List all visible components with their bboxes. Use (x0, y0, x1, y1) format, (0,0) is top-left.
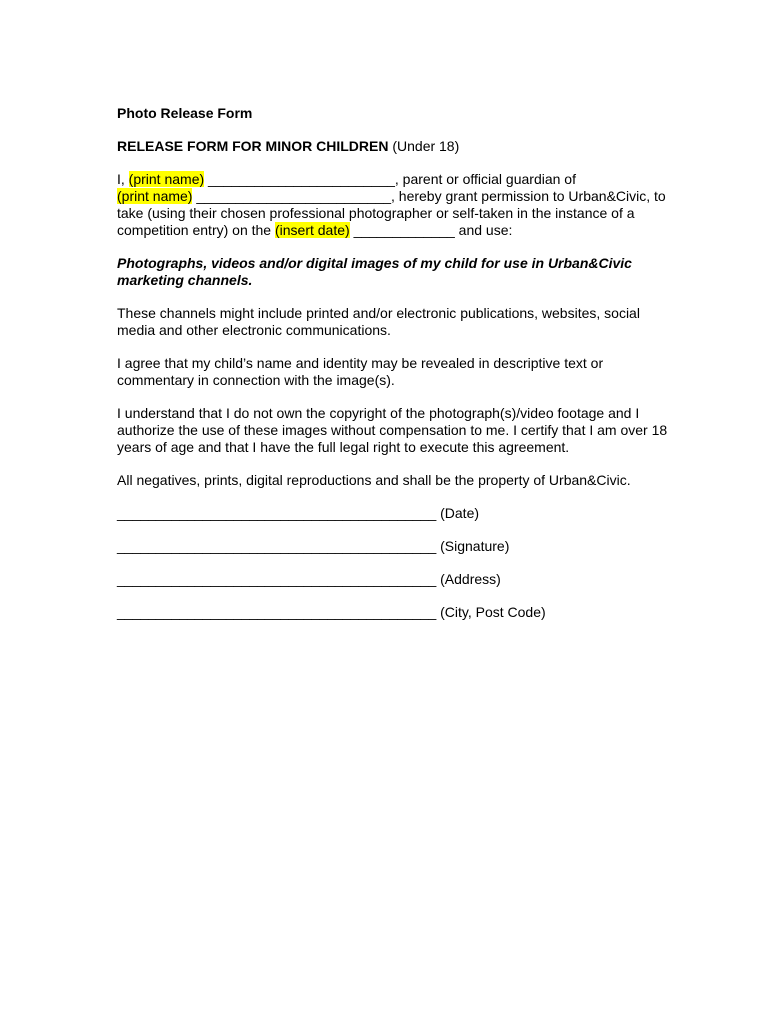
document-subtitle (117, 138, 677, 155)
intro-text-2: ________________________, parent or official guardian of (204, 171, 576, 187)
intro-text-3: _________________________, hereby grant permission to Urban&Civic, to take (using their chosen professional photographer or self-taken in the instance of a competition entry) on the (117, 188, 666, 238)
usage-statement: Photographs, videos and/or digital images of my child for use in Urban&Civic marketing channels. (117, 255, 632, 288)
insert-date-placeholder: (insert date) (274, 222, 350, 238)
subtitle-rest: (Under 18) (388, 138, 460, 154)
print-name-placeholder-2: (print name) (117, 188, 193, 204)
city-postcode-line: _________________________________________ (City, Post Code) (117, 604, 546, 620)
print-name-placeholder-1: (print name) (128, 171, 205, 187)
paragraph-property: All negatives, prints, digital reproductions and shall be the property of Urban&Civic. (117, 472, 631, 488)
paragraph-copyright: I understand that I do not own the copyright of the photograph(s)/video footage and I authorize the use of these images without compensation to me. I certify that I am over 18 years of age and that I have the full legal right to execute this agreement. (117, 405, 668, 455)
intro-text-4: _____________ and use: (349, 222, 513, 238)
signature-line: _________________________________________ (Signature) (117, 538, 510, 554)
address-line: _________________________________________ (Address) (117, 571, 501, 587)
intro-text-1: I, (117, 171, 129, 187)
document-content (117, 105, 677, 637)
intro-paragraph (117, 171, 677, 239)
paragraph-identity: I agree that my child’s name and identity may be revealed in descriptive text or commentary in connection with the image(s). (117, 355, 604, 388)
paragraph-channels: These channels might include printed and/or electronic publications, websites, social media and other electronic communications. (117, 305, 640, 338)
subtitle-bold: RELEASE FORM FOR MINOR CHILDREN (117, 138, 389, 154)
date-line: _________________________________________ (Date) (117, 505, 480, 521)
document-title: Photo Release Form (117, 105, 253, 121)
